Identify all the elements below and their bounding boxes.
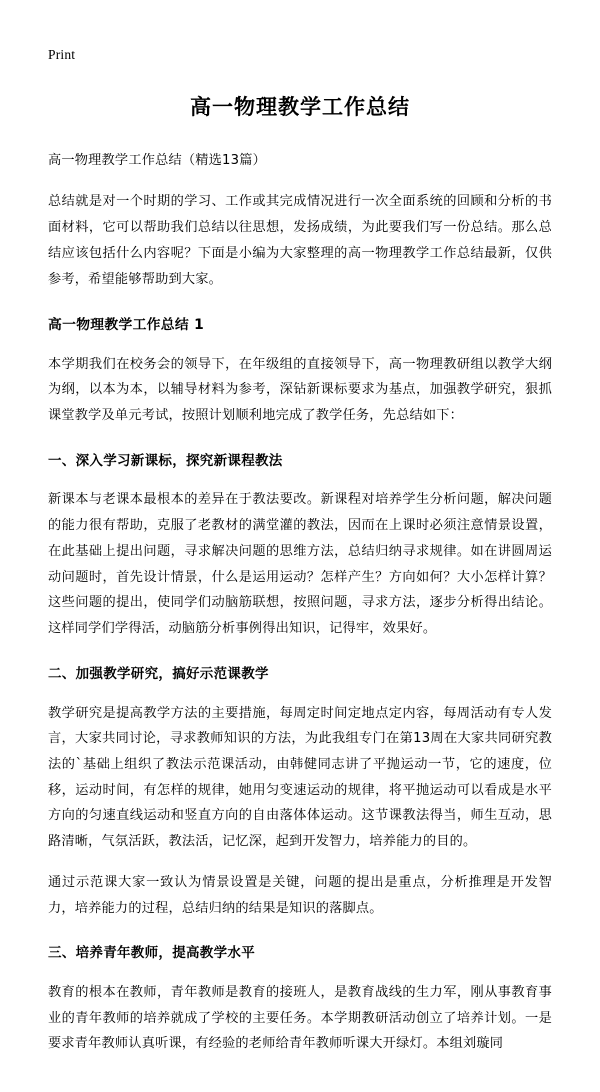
print-button[interactable]: Print	[48, 47, 76, 62]
page-title: 高一物理教学工作总结	[190, 95, 410, 119]
paragraph-4: 通过示范课大家一致认为情景设置是关键，问题的提出是重点，分析推理是开发智力，培养能力的过程，总结归纳的结果是知识的落脚点。	[48, 874, 552, 916]
paragraph-2: 新课本与老课本最根本的差异在于教法要改。新课程对培养学生分析问题，解决问题的能力很有帮助，克服了老教材的满堂灌的教法，因而在上课时必须注意情景设置，在此基础上提出问题，寻求解决问题的思维方法，总结归纳寻求规律。如在讲圆周运动问题时，首先设计情景，什么是运用运动？怎样产生？方向如何？大小怎样计算？这些问题的提出，使同学们动脑筋联想，按照问题，寻求方法，逐步分析得出结论。这样同学们学得活，动脑筋分析事例得出知识，记得牢，效果好。	[48, 492, 552, 637]
section-heading-4: 三、培养青年教师，提高教学水平	[48, 945, 255, 962]
document-subtitle: 高一物理教学工作总结（精选13篇）	[48, 153, 266, 169]
intro-paragraph: 总结就是对一个时期的学习、工作或其完成情况进行一次全面系统的回顾和分析的书面材料，它可以帮助我们总结以往思想，发扬成绩，为此要我们写一份总结。那么总结应该包括什么内容呢？下面是小编为大家整理的高一物理教学工作总结最新，仅供参考，希望能够帮助到大家。	[48, 194, 552, 287]
section-heading-2: 一、深入学习新课标，探究新课程教法	[48, 452, 283, 469]
paragraph-1: 本学期我们在校务会的领导下，在年级组的直接领导下，高一物理教研组以教学大纲为纲，以本为本，以辅导材料为参考，深钻新课标要求为基点，加强教学研究，狠抓课堂教学及单元考试，按照计划顺利地完成了教学任务，先总结如下：	[48, 356, 552, 424]
section-heading-1: 高一物理教学工作总结 1	[48, 317, 204, 334]
section-heading-3: 二、加强教学研究，搞好示范课教学	[48, 665, 269, 682]
paragraph-5: 教育的根本在教师，青年教师是教育的接班人，是教育战线的生力军，刚从事教育事业的青年教师的培养就成了学校的主要任务。本学期教研活动创立了培养计划。一是要求青年教师认真听课，有经验的老师给青年教师听课大开绿灯。本组刘璇同	[48, 985, 552, 1052]
paragraph-3: 教学研究是提高教学方法的主要措施，每周定时间定地点定内容，每周活动有专人发言，大家共同讨论，寻求教师知识的方法，为此我组专门在第13周在大家共同研究教法的`基础上组织了教法示范课活动，由韩健同志讲了平抛运动一节，它的速度，位移，运动时间，有怎样的规律，她用匀变速运动的规律，将平抛运动可以看成是水平方向的匀速直线运动和竖直方向的自由落体体运动。这节课教法得当，师生互动，思路清晰，气氛活跃，教法活，记忆深，起到开发智力，培养能力的目的。	[48, 705, 552, 850]
